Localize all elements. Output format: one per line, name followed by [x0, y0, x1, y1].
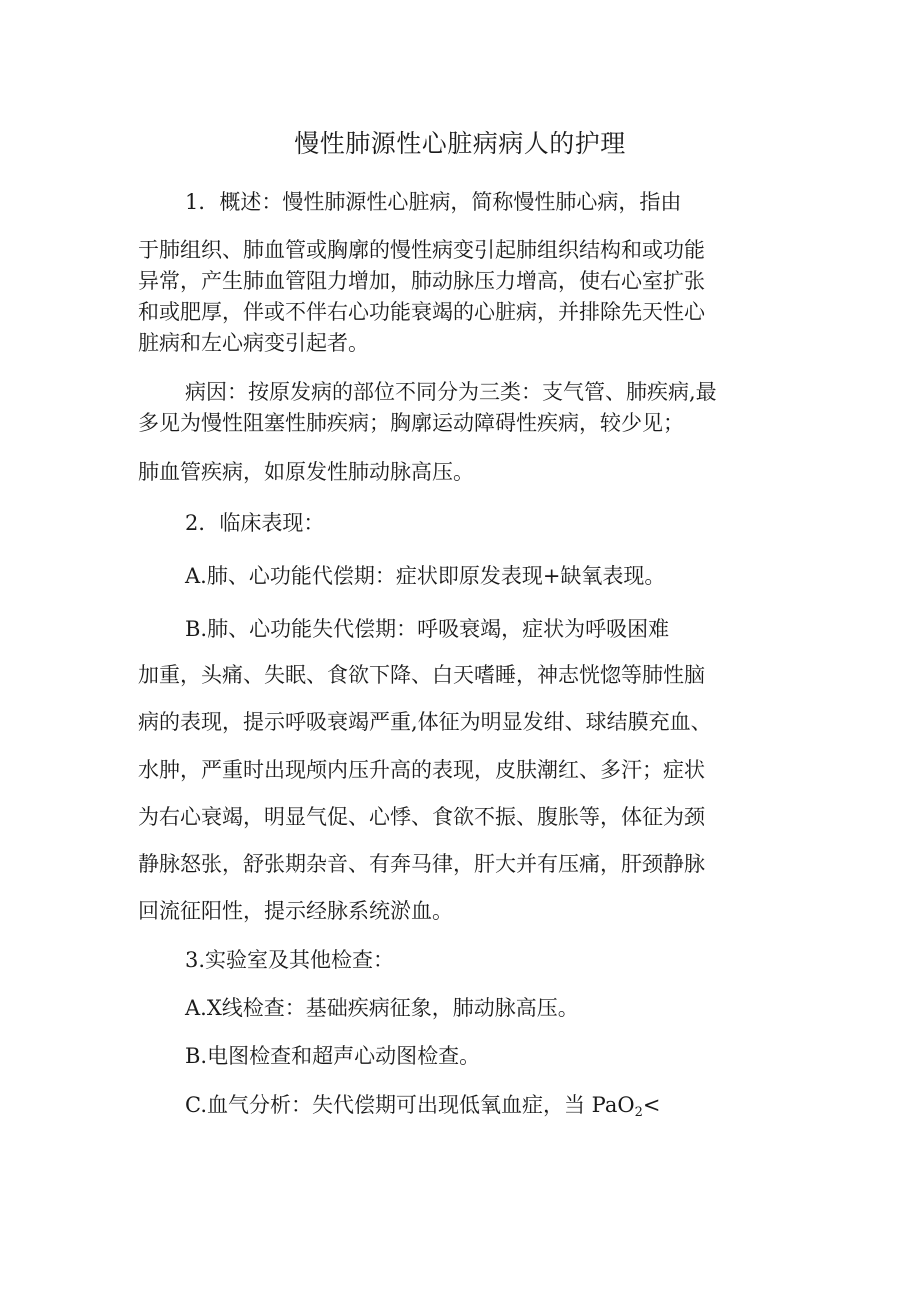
paragraph-line: 和或肥厚，伴或不伴右心功能衰竭的心脏病，并排除先天性心 [138, 300, 705, 324]
paragraph-line: 水肿，严重时出现颅内压升高的表现，皮肤潮红、多汗；症状 [138, 758, 705, 782]
paragraph-line: 于肺组织、肺血管或胸廓的慢性病变引起肺组织结构和或功能 [138, 238, 705, 262]
paragraph-line: B.电图检查和超声心动图检查。 [185, 1044, 481, 1068]
paragraph-line: 异常，产生肺血管阻力增加，肺动脉压力增高，使右心室扩张 [138, 269, 705, 293]
less-than-sign: < [642, 1093, 661, 1117]
section-heading: 3.实验室及其他检查： [185, 948, 395, 972]
paragraph-line: A.肺、心功能代偿期：症状即原发表现+缺氧表现。 [185, 564, 666, 588]
paragraph-line: 1．概述：慢性肺源性心脏病，简称慢性肺心病，指由 [185, 190, 682, 214]
paragraph-line: 病因：按原发病的部位不同分为三类：支气管、肺疾病,最 [185, 380, 717, 404]
paragraph-line [185, 1090, 660, 1120]
paragraph-line: 多见为慢性阻塞性肺疾病；胸廓运动障碍性疾病，较少见； [138, 411, 684, 435]
paragraph-line: 为右心衰竭，明显气促、心悸、食欲不振、腹胀等，体征为颈 [138, 805, 705, 829]
paragraph-line: 脏病和左心病变引起者。 [138, 331, 369, 355]
paragraph-line: A.X线检查：基础疾病征象，肺动脉高压。 [185, 996, 579, 1020]
paragraph-line: 肺血管疾病，如原发性肺动脉高压。 [138, 460, 474, 484]
pao2-subscript: 2 [634, 1105, 643, 1120]
paragraph-line: B.肺、心功能失代偿期：呼吸衰竭，症状为呼吸困难 [185, 617, 670, 641]
section-heading: 2．临床表现： [185, 511, 325, 535]
paragraph-line: 病的表现，提示呼吸衰竭严重,体征为明显发绀、球结膜充血、 [138, 710, 712, 734]
paragraph-line: 静脉怒张，舒张期杂音、有奔马律，肝大并有压痛，肝颈静脉 [138, 852, 705, 876]
paragraph-line: 回流征阳性，提示经脉系统淤血。 [138, 899, 453, 923]
document-title: 慢性肺源性心脏病病人的护理 [294, 129, 626, 158]
blood-gas-text: C.血气分析：失代偿期可出现低氧血症，当 PaO [185, 1093, 635, 1117]
paragraph-line: 加重，头痛、失眠、食欲下降、白天嗜睡，神志恍惚等肺性脑 [138, 663, 705, 687]
